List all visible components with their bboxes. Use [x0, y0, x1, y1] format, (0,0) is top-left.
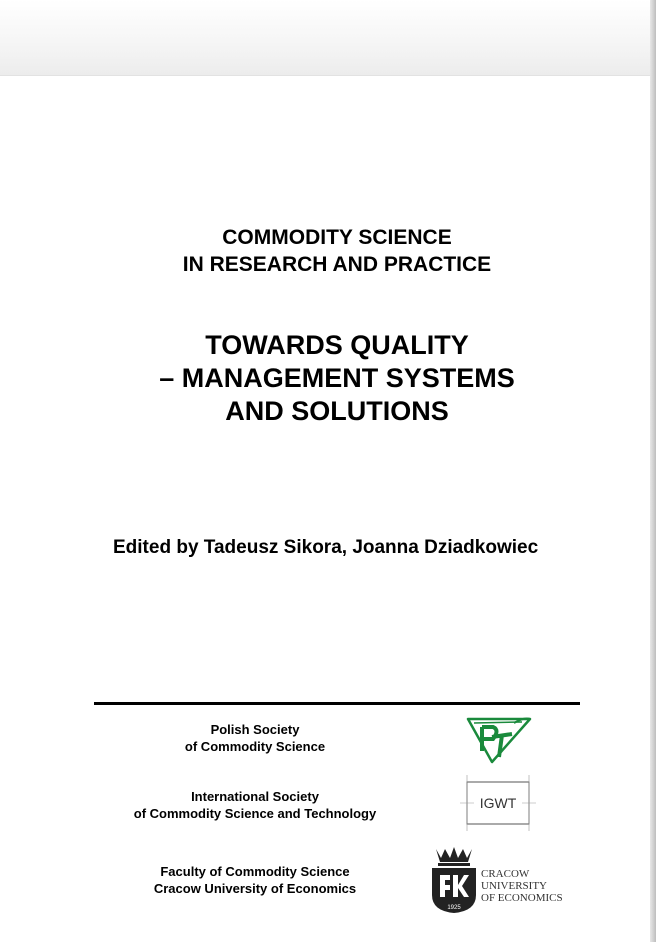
- page-edge-shadow: [650, 0, 656, 942]
- institution-cracow-faculty: [120, 863, 390, 897]
- institution-igwt: [100, 788, 410, 822]
- book-title: [0, 329, 656, 428]
- institution-name-line: Polish Society: [210, 722, 300, 737]
- cracow-logo-text-line: OF ECONOMICS: [481, 892, 563, 904]
- book-title-line-3: AND SOLUTIONS: [225, 396, 449, 426]
- cracow-logo-text-line: CRACOW: [481, 868, 530, 880]
- institution-name-line: International Society: [191, 789, 319, 804]
- institution-name-line: of Commodity Science and Technology: [133, 806, 377, 821]
- cracow-university-logo-icon: [428, 845, 573, 915]
- cracow-logo-text-line: UNIVERSITY: [481, 880, 547, 892]
- editors-line: Edited by Tadeusz Sikora, Joanna Dziadkowiec: [113, 537, 539, 558]
- divider-rule: [94, 702, 580, 705]
- cracow-logo-year: 1925: [447, 905, 461, 911]
- igwt-logo-icon: [460, 775, 536, 831]
- book-title-line-2: – MANAGEMENT SYSTEMS: [159, 363, 515, 393]
- series-title: [0, 224, 656, 278]
- series-title-line-1: COMMODITY SCIENCE: [222, 226, 452, 249]
- page-header-band: [0, 0, 650, 76]
- institution-name-line: Faculty of Commodity Science: [160, 864, 350, 879]
- pt-logo-icon: [462, 713, 534, 765]
- book-title-line-1: TOWARDS QUALITY: [205, 330, 469, 360]
- institution-name-line: of Commodity Science: [184, 739, 326, 754]
- series-title-line-2: IN RESEARCH AND PRACTICE: [182, 253, 492, 276]
- institution-name-line: Cracow University of Economics: [153, 881, 357, 896]
- igwt-logo-text: IGWT: [479, 795, 517, 811]
- institution-polish-society: [150, 721, 360, 755]
